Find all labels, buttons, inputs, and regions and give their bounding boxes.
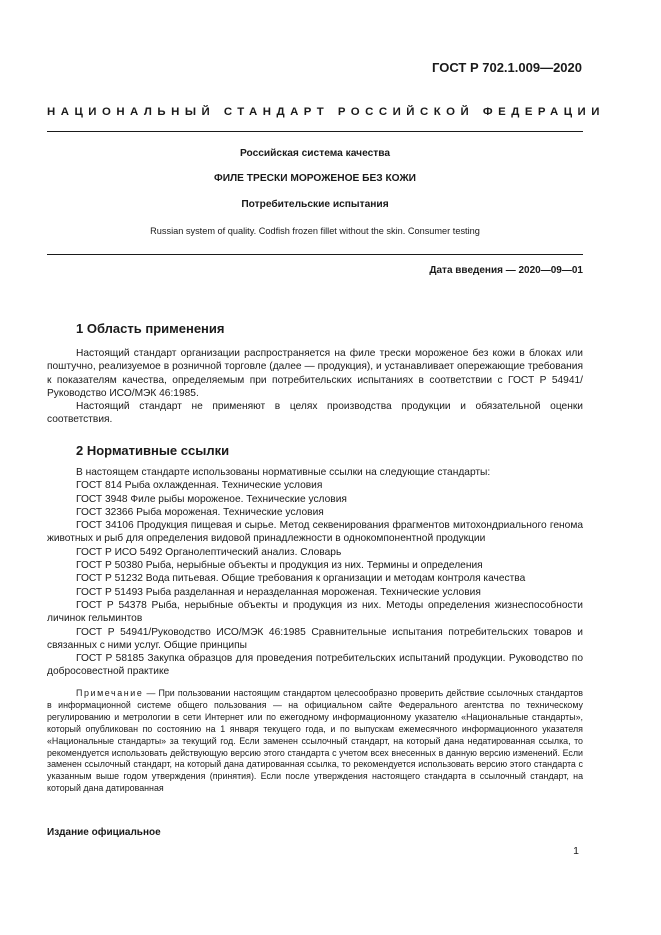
gost-number: ГОСТ Р 702.1.009—2020 — [432, 60, 582, 75]
section-1-body — [47, 347, 583, 427]
reference-item: ГОСТ Р 54941/Руководство ИСО/МЭК 46:1985 Сравнительные испытания потребительских товаров и связанных с ними услуг. Общие принципы — [47, 626, 583, 651]
reference-item: ГОСТ 3948 Филе рыбы мороженое. Технические условия — [76, 493, 347, 505]
note-label: Примечание — [76, 688, 144, 698]
effective-date: Дата введения — 2020—09—01 — [429, 265, 583, 276]
quality-system-line: Российская система качества — [239, 148, 391, 159]
english-title: Russian system of quality. Codfish frozen fillet without the skin. Consumer testing — [150, 226, 480, 236]
reference-item: ГОСТ Р 54378 Рыба, нерыбные объекты и продукция из них. Методы определения жизнеспособности личинок гельминтов — [47, 599, 583, 625]
section-1-paragraph-1: Настоящий стандарт организации распространяется на филе трески мороженое без кожи в блоках или поштучно, реализуемое в розничной торговле (далее — продукция), и устанавливает опережающие требования к показателям качества, определяемым при потребительских испытаниях в соответствии с ГОСТ Р 54941/Руководство ИСО/МЭК 46:1985. — [47, 348, 583, 399]
official-edition-label: Издание официальное — [47, 827, 161, 838]
reference-item: ГОСТ Р 58185 Закупка образцов для проведения потребительских испытаний продукции. Руководство по добросовестной практике — [47, 653, 583, 678]
note-text: — При пользовании настоящим стандартом целесообразно проверить действие ссылочных стандартов в информационной системе общего пользования — на официальном сайте Федерального агентства по техническому регулированию и метрологии в сети Интернет или по ежегодному информационному указателю «Национальные стандарты», который опубликован по состоянию на 1 января текущего года, и по выпускам ежемесячного информационного указателя «Национальные стандарты» за текущий год. Если заменен ссылочный стандарт, на который дана недатированная ссылка, то рекомендуется использовать действующую версию этого стандарта с учетом всех внесенных в данную версию изменений. Если заменен ссылочный стандарт, на который дана датированная ссылка, то рекомендуется использовать версию этого стандарта с указанным выше годом утверждения (принятия). Если после утверждения настоящего стандарта в ссылочный стандарт, на который дана датированная — [47, 688, 583, 794]
section-1-heading: 1 Область применения — [76, 321, 225, 336]
section-1-paragraph-2: Настоящий стандарт не применяют в целях производства продукции и обязательной оценки соответствия. — [47, 401, 583, 426]
reference-item: ГОСТ Р 51493 Рыба разделанная и неразделанная мороженая. Технические условия — [76, 586, 481, 598]
section-2-intro: В настоящем стандарте использованы нормативные ссылки на следующие стандарты: — [76, 467, 491, 478]
bottom-rule — [47, 254, 583, 255]
reference-item: ГОСТ 32366 Рыба мороженая. Технические условия — [76, 506, 324, 518]
note-paragraph — [47, 688, 583, 795]
document-title: ФИЛЕ ТРЕСКИ МОРОЖЕНОЕ БЕЗ КОЖИ — [214, 173, 416, 184]
reference-item: ГОСТ Р 51232 Вода питьевая. Общие требования к организации и методам контроля качества — [76, 573, 526, 585]
reference-item: ГОСТ Р ИСО 5492 Органолептический анализ. Словарь — [76, 546, 342, 558]
document-subtitle: Потребительские испытания — [241, 199, 389, 210]
reference-item: ГОСТ 34106 Продукция пищевая и сырье. Метод секвенирования фрагментов митохондриального генома животных и рыб для определения видовой принадлежности в однокомпонентной продукции — [47, 520, 583, 545]
note-block — [47, 688, 583, 795]
section-2-body — [47, 466, 583, 679]
top-rule — [47, 131, 583, 132]
national-standard-banner: НАЦИОНАЛЬНЫЙ СТАНДАРТ РОССИЙСКОЙ ФЕДЕРАЦИИ — [47, 106, 605, 118]
section-2-heading: 2 Нормативные ссылки — [76, 443, 230, 458]
page-number: 1 — [573, 845, 579, 857]
reference-item: ГОСТ 814 Рыба охлажденная. Технические условия — [76, 480, 323, 492]
reference-item: ГОСТ Р 50380 Рыба, нерыбные объекты и продукция из них. Термины и определения — [76, 560, 483, 572]
